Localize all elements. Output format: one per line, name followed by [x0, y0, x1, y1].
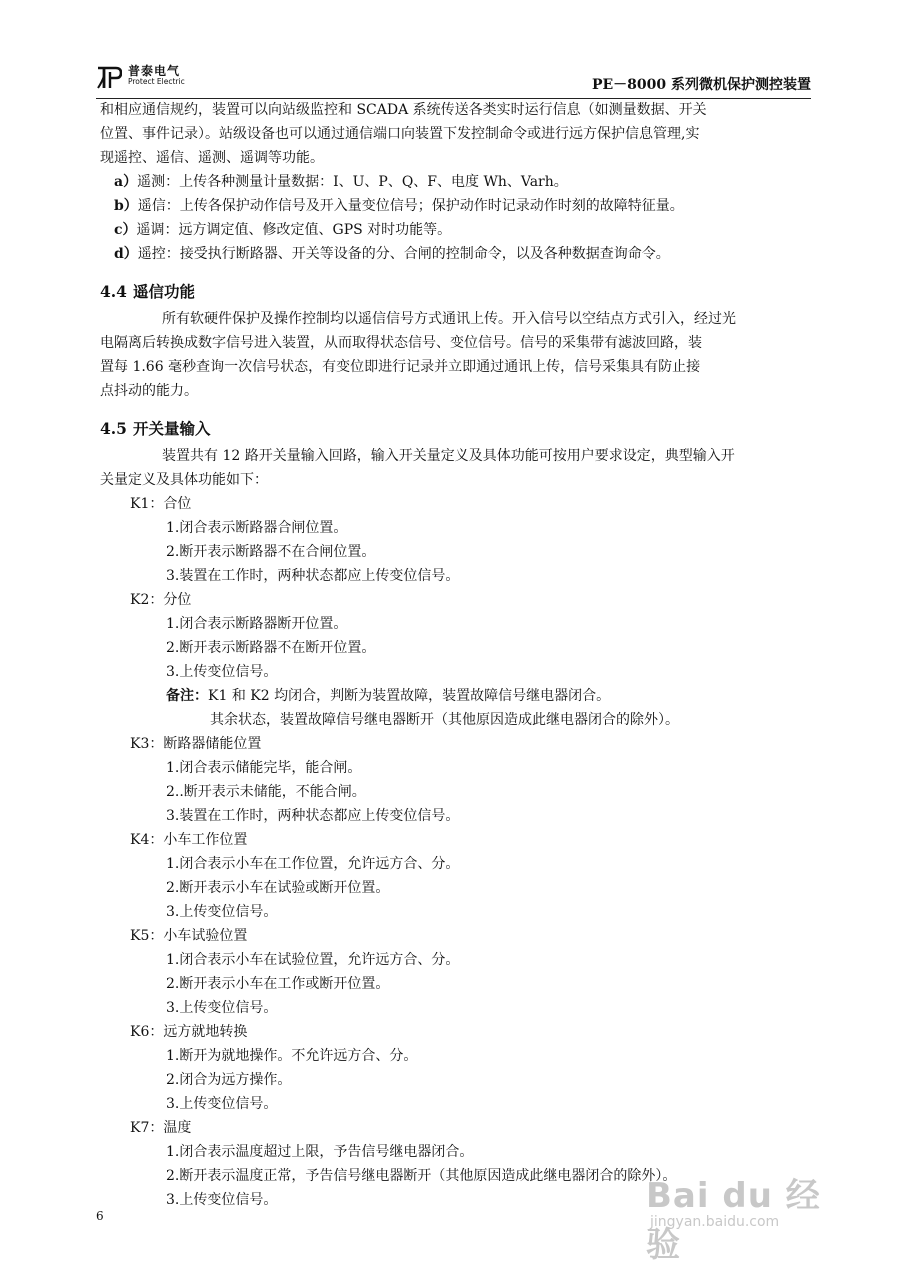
item-text: 遥调：远方调定值、修改定值、GPS 对时功能等。: [136, 222, 452, 238]
section-number: 4.5: [100, 419, 127, 438]
k-item: 2.断开表示小车在工作或断开位置。: [166, 976, 390, 992]
function-item: [100, 218, 812, 242]
k-item: 1.闭合表示断路器合闸位置。: [166, 520, 348, 536]
page-header: [96, 60, 811, 100]
watermark-logo-text: Bai du 经验: [646, 1176, 821, 1265]
k-item: 2.断开表示断路器不在断开位置。: [166, 640, 376, 656]
item-marker: a）: [114, 174, 138, 190]
item-marker: b）: [114, 198, 138, 214]
k-item: 3.上传变位信号。: [166, 1192, 278, 1208]
k-item: 2..断开表示未储能，不能合闸。: [166, 784, 366, 800]
k-item: 2.断开表示断路器不在合闸位置。: [166, 544, 376, 560]
k3-group: [100, 732, 812, 828]
section-4-5-paragraph: [100, 444, 812, 492]
k-heading: K7：温度: [130, 1120, 192, 1136]
text-line: 现遥控、遥信、遥测、遥调等功能。: [100, 150, 324, 166]
function-list: [100, 170, 812, 266]
text-line: 位置、事件记录）。站级设备也可以通过通信端口向装置下发控制命令或进行远方保护信息管理,实: [100, 126, 700, 142]
k-heading: K1：合位: [130, 496, 192, 512]
k-item: 1.断开为就地操作。不允许远方合、分。: [166, 1048, 418, 1064]
item-marker: c）: [114, 222, 137, 238]
section-number: 4.4: [100, 282, 127, 301]
page-number: 6: [96, 1209, 104, 1223]
k-heading: K4：小车工作位置: [130, 832, 248, 848]
k-heading: K5：小车试验位置: [130, 928, 248, 944]
logo-english-name: Protect Electric: [128, 77, 185, 86]
k-heading: K2：分位: [130, 592, 192, 608]
k5-group: [100, 924, 812, 1020]
text-line: 关量定义及具体功能如下：: [100, 472, 268, 488]
section-heading-4-5: [100, 417, 812, 441]
item-text: 遥控：接受执行断路器、开关等设备的分、合闸的控制命令，以及各种数据查询命令。: [137, 246, 670, 262]
k-item: 1.闭合表示小车在工作位置，允许远方合、分。: [166, 856, 460, 872]
k-heading: K3：断路器储能位置: [130, 736, 262, 752]
function-item: [100, 170, 812, 194]
document-title: PE－8000 系列微机保护测控装置: [591, 77, 811, 93]
function-item: [100, 242, 812, 266]
k-item: 3.上传变位信号。: [166, 1000, 278, 1016]
k-item: 3.装置在工作时，两种状态都应上传变位信号。: [166, 808, 460, 824]
k-item: 2.断开表示小车在试验或断开位置。: [166, 880, 390, 896]
k-item: 1.闭合表示小车在试验位置，允许远方合、分。: [166, 952, 460, 968]
k-item: 3.装置在工作时，两种状态都应上传变位信号。: [166, 568, 460, 584]
item-text: 遥测：上传各种测量计量数据：I、U、P、Q、F、电度 Wh、Varh。: [137, 174, 568, 190]
k6-group: [100, 1020, 812, 1116]
k-item: 3.上传变位信号。: [166, 664, 278, 680]
k4-group: [100, 828, 812, 924]
item-text: 遥信：上传各保护动作信号及开入量变位信号；保护动作时记录动作时刻的故障特征量。: [137, 198, 684, 214]
k-item: 1.闭合表示储能完毕，能合闸。: [166, 760, 362, 776]
section-4-4-paragraph: [100, 307, 812, 403]
item-marker: d）: [114, 246, 138, 262]
logo-chinese-name: 普泰电气: [128, 64, 181, 78]
watermark-url: jingyan.baidu.com: [650, 1214, 780, 1230]
intro-paragraph: [100, 98, 812, 170]
company-logo: [96, 62, 226, 94]
text-line: 电隔离后转换成数字信号进入装置，从而取得状态信号、变位信号。信号的采集带有滤波回路，装: [100, 335, 702, 351]
text-line: 和相应通信规约，装置可以向站级监控和 SCADA 系统传送各类实时运行信息（如测量数据、开关: [100, 102, 707, 118]
page-body: [100, 98, 812, 1212]
baidu-watermark: [640, 1168, 840, 1265]
note-line: [100, 684, 812, 708]
k-item: 2.断开表示温度正常，予告信号继电器断开（其他原因造成此继电器闭合的除外）。: [166, 1168, 677, 1184]
k-heading: K6：远方就地转换: [130, 1024, 248, 1040]
section-title: 遥信功能: [132, 283, 195, 301]
text-line: 所有软硬件保护及操作控制均以遥信信号方式通讯上传。开入信号以空结点方式引入，经过光: [162, 311, 736, 327]
k-item: 1.闭合表示断路器断开位置。: [166, 616, 348, 632]
k-item: 3.上传变位信号。: [166, 904, 278, 920]
section-title: 开关量输入: [132, 420, 211, 438]
note-text: K1 和 K2 均闭合，判断为装置故障，装置故障信号继电器闭合。: [208, 688, 611, 704]
note-line: 其余状态，装置故障信号继电器断开（其他原因造成此继电器闭合的除外）。: [210, 712, 679, 728]
k-item: 3.上传变位信号。: [166, 1096, 278, 1112]
text-line: 置每 1.66 毫秒查询一次信号状态，有变位即进行记录并立即通过通讯上传，信号采集具有防止接: [100, 359, 701, 375]
k-item: 1.闭合表示温度超过上限，予告信号继电器闭合。: [166, 1144, 474, 1160]
section-heading-4-4: [100, 280, 812, 304]
text-line: 装置共有 12 路开关量输入回路，输入开关量定义及具体功能可按用户要求设定，典型输入开: [162, 448, 735, 464]
function-item: [100, 194, 812, 218]
k2-group: [100, 588, 812, 732]
logo-mark-icon: [96, 64, 122, 90]
k1-group: [100, 492, 812, 588]
note-label: 备注：: [166, 688, 208, 704]
k-item: 2.闭合为远方操作。: [166, 1072, 292, 1088]
text-line: 点抖动的能力。: [100, 383, 198, 399]
